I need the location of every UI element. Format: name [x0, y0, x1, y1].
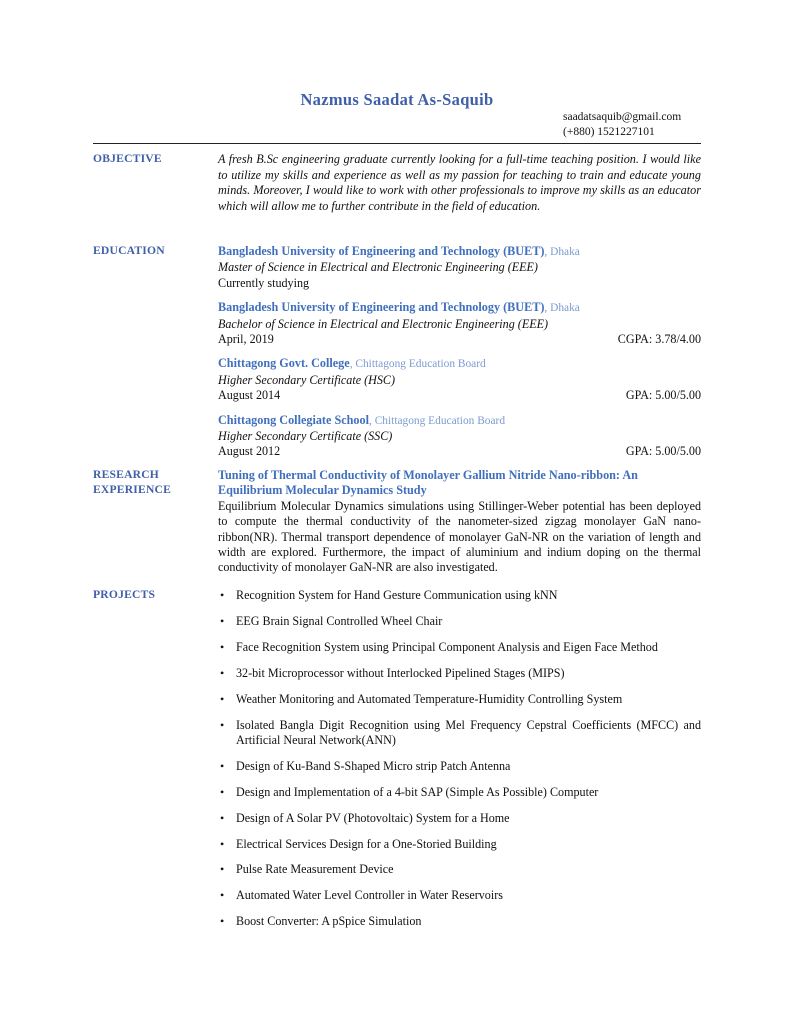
project-label: Design of A Solar PV (Photovoltaic) System for a Home [236, 810, 510, 825]
research-label-line2: EXPERIENCE [93, 482, 172, 496]
research-title: Tuning of Thermal Conductivity of Monolayer Gallium Nitride Nano-ribbon: An Equilibrium Molecular Dynamics Study [218, 468, 638, 498]
education-location: , Dhaka [544, 302, 580, 315]
education-heading [218, 244, 701, 260]
education-degree: Master of Science in Electrical and Electronic Engineering (EEE) [218, 260, 538, 275]
list-item [218, 914, 701, 929]
list-item [218, 588, 701, 603]
education-heading [218, 413, 701, 429]
education-school: Chittagong Govt. College [218, 356, 350, 371]
list-item [218, 785, 701, 800]
education-location: , Dhaka [544, 246, 580, 258]
education-date: August 2014 [218, 388, 281, 403]
section-projects [93, 588, 701, 930]
education-location: , Chittagong Education Board [349, 358, 486, 371]
education-grade: GPA: 5.00/5.00 [625, 388, 701, 403]
bullet-icon: • [220, 784, 225, 799]
project-label: Design of Ku-Band S-Shaped Micro strip Patch Antenna [236, 758, 511, 773]
objective-body [218, 152, 701, 214]
project-label: Face Recognition System using Principal Component Analysis and Eigen Face Method [236, 639, 658, 654]
bullet-icon: • [220, 613, 225, 628]
project-label: Automated Water Level Controller in Water Reservoirs [236, 888, 503, 903]
bullet-icon: • [220, 665, 225, 680]
header-divider [93, 143, 701, 144]
section-label-projects: PROJECTS [93, 588, 156, 601]
education-date: Currently studying [218, 275, 310, 290]
bullet-icon: • [220, 914, 225, 929]
list-item [218, 718, 701, 749]
education-school: Bangladesh University of Engineering and Technology (BUET) [218, 300, 545, 315]
education-location: , Chittagong Education Board [369, 414, 506, 427]
section-label-education: EDUCATION [93, 244, 165, 257]
bullet-icon: • [220, 588, 225, 602]
education-heading [218, 356, 701, 372]
list-item [218, 888, 701, 903]
section-objective [93, 152, 701, 214]
section-research-experience [93, 468, 701, 576]
list-item [218, 862, 701, 877]
list-item [218, 666, 701, 681]
education-entry [218, 244, 701, 291]
section-label-objective: OBJECTIVE [93, 152, 162, 165]
list-item [218, 837, 701, 852]
project-label: Boost Converter: A pSpice Simulation [236, 914, 422, 929]
project-label: Electrical Services Design for a One-Storied Building [236, 836, 497, 851]
education-degree: Higher Secondary Certificate (HSC) [218, 372, 396, 387]
education-heading [218, 300, 701, 316]
contact-email[interactable]: saadatsaquib@gmail.com [563, 111, 682, 123]
education-degree: Higher Secondary Certificate (SSC) [218, 429, 393, 444]
research-label-line1: RESEARCH [93, 468, 160, 481]
bullet-icon: • [220, 810, 225, 825]
projects-body [218, 588, 701, 930]
bullet-icon: • [220, 717, 225, 732]
research-description: Equilibrium Molecular Dynamics simulations using Stillinger-Weber potential has been deployed to compute the thermal conductivity of the nanometer-sized zigzag monolayer GaN nano-ribbon(NR). Thermal transport dependence of monolayer GaN-NR on the variation of length and width are explored. Furthermore, the impact of aluminium and indium doping on the thermal conductivity of monolayer GaN-NR are also investigated. [218, 498, 701, 575]
project-label: Pulse Rate Measurement Device [236, 862, 394, 877]
list-item [218, 640, 701, 655]
education-grade: CGPA: 3.78/4.00 [617, 332, 701, 347]
project-label: EEG Brain Signal Controlled Wheel Chair [236, 613, 443, 628]
education-entry [218, 356, 701, 403]
objective-text: A fresh B.Sc engineering graduate currently looking for a full-time teaching position. I would like to utilize my skills and experience as well as my passion for teaching to train and educate young minds. Moreover, I would like to work with other professionals to improve my skills as an educator which will allow me to further contribute in the field of education. [218, 152, 701, 213]
education-meta [218, 276, 701, 291]
project-label: Design and Implementation of a 4-bit SAP (Simple As Possible) Computer [236, 784, 599, 799]
education-grade: GPA: 5.00/5.00 [625, 444, 701, 459]
education-meta [218, 444, 701, 459]
section-education [93, 244, 701, 460]
education-meta [218, 388, 701, 403]
list-item [218, 614, 701, 629]
bullet-icon: • [220, 836, 225, 851]
contact-block [563, 110, 703, 140]
list-item [218, 692, 701, 707]
project-label: 32-bit Microprocessor without Interlocked Pipelined Stages (MIPS) [236, 665, 565, 680]
education-meta [218, 332, 701, 347]
education-entry [218, 300, 701, 347]
bullet-icon: • [220, 691, 225, 706]
education-date: April, 2019 [218, 332, 274, 347]
education-date: August 2012 [218, 444, 281, 459]
education-school: Chittagong Collegiate School [218, 412, 369, 427]
education-body [218, 244, 701, 460]
list-item [218, 759, 701, 774]
education-school: Bangladesh University of Engineering and Technology (BUET) [218, 244, 545, 258]
bullet-icon: • [220, 639, 225, 654]
bullet-icon: • [220, 862, 225, 877]
contact-phone[interactable]: (+880) 1521227101 [563, 126, 655, 138]
education-degree: Bachelor of Science in Electrical and Electronic Engineering (EEE) [218, 316, 549, 331]
project-label: Recognition System for Hand Gesture Communication using kNN [236, 588, 558, 602]
education-entry [218, 413, 701, 460]
project-label: Isolated Bangla Digit Recognition using Mel Frequency Cepstral Coefficients (MFCC) and Artificial Neural Network(ANN) [236, 717, 701, 747]
bullet-icon: • [220, 888, 225, 903]
page-title: Nazmus Saadat As-Saquib [300, 90, 494, 109]
project-label: Weather Monitoring and Automated Temperature-Humidity Controlling System [236, 691, 623, 706]
section-label-research-experience [93, 468, 211, 497]
research-body [218, 468, 701, 576]
bullet-icon: • [220, 758, 225, 773]
projects-list [218, 588, 701, 930]
list-item [218, 811, 701, 826]
